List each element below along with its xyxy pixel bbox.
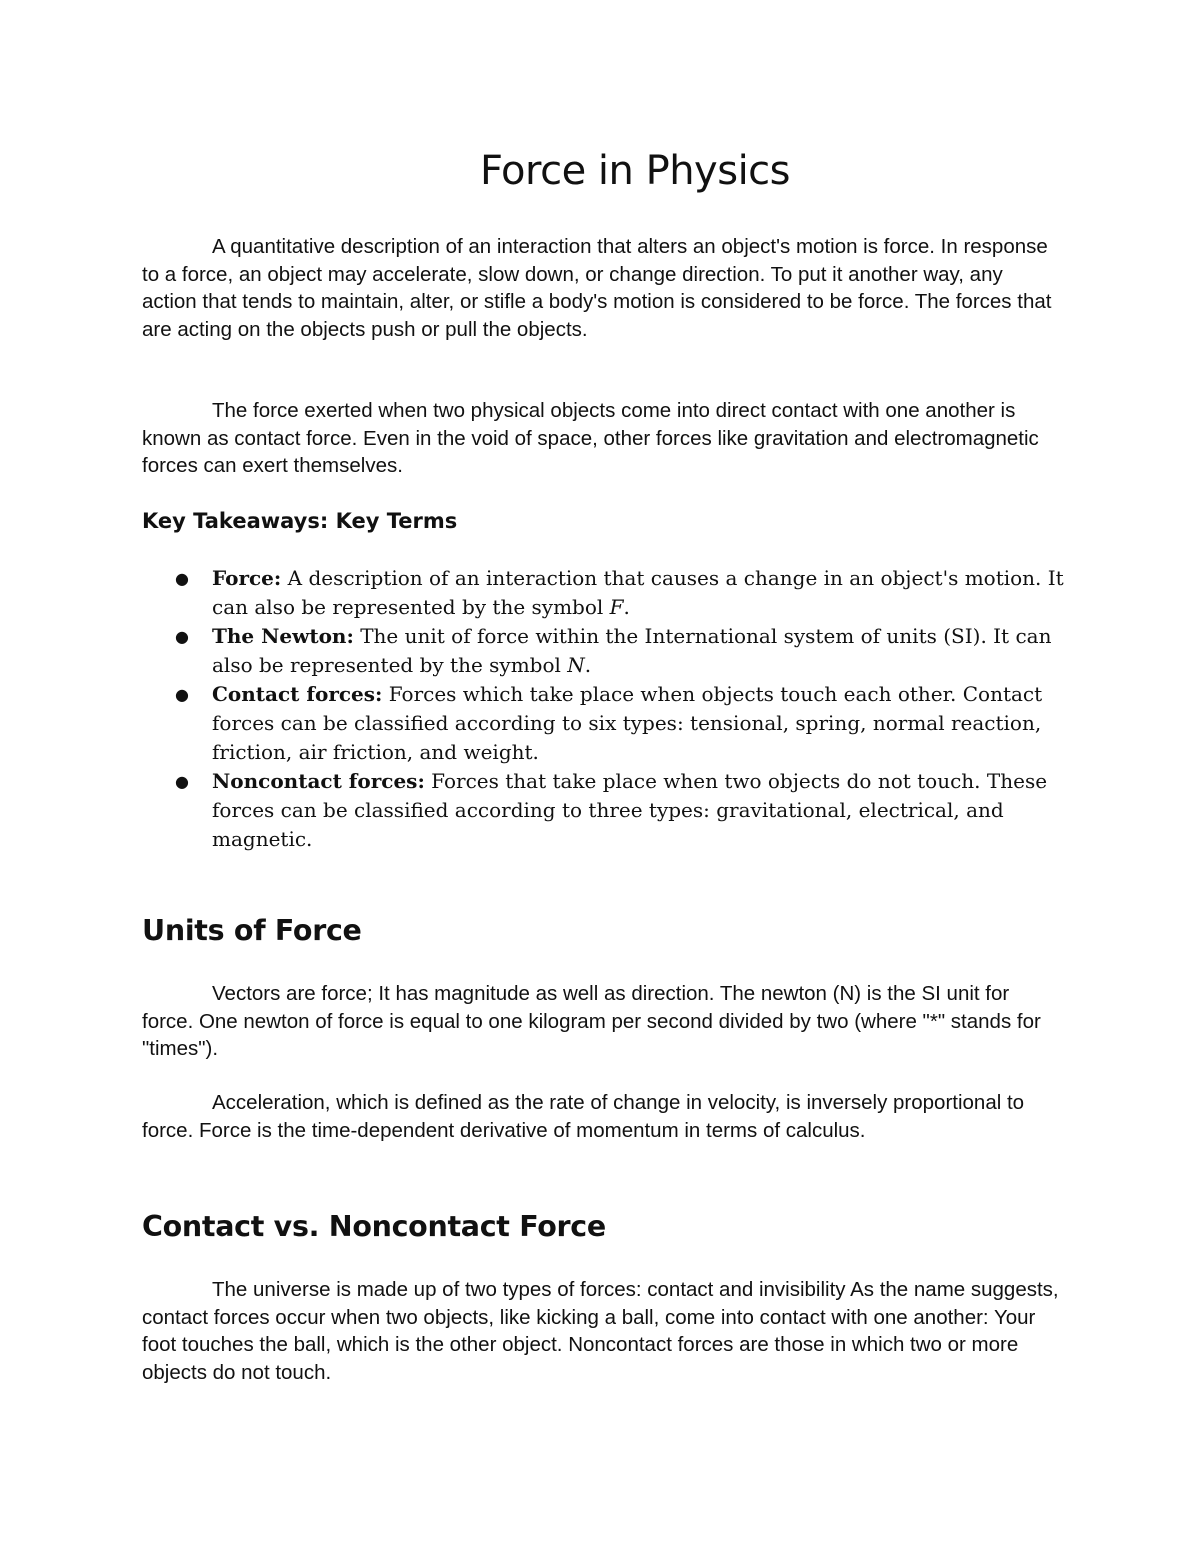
list-item-noncontact-forces	[160, 767, 1070, 854]
units-paragraph-2: Acceleration, which is defined as the rate of change in velocity, is inversely proportional to force. Force is the time-dependent derivative of momentum in terms of calculus.	[142, 1091, 1025, 1142]
term-description: Forces that take place when two objects do not touch. These forces can be classified according to three types: gravitational, electrical, and magnetic.	[212, 769, 1048, 851]
bullet-icon: ●	[175, 569, 189, 588]
page-title: Force in Physics	[479, 148, 791, 194]
key-terms-list	[160, 564, 1070, 854]
term-name: Contact forces:	[212, 682, 383, 706]
key-takeaways-heading: Key Takeaways: Key Terms	[142, 509, 458, 533]
term-description: A description of an interaction that causes a change in an object's motion. It can also be represented by the symbol	[212, 566, 1064, 619]
term-end: .	[623, 595, 630, 619]
list-item-force	[160, 564, 1070, 622]
contact-paragraph-1: The universe is made up of two types of forces: contact and invisibility As the name suggests, contact forces occur when two objects, like kicking a ball, come into contact with one another: Your foot touches the ball, which is the other object. Noncontact forces are those in which two or more objects do not touch.	[142, 1278, 1059, 1384]
term-name: Noncontact forces:	[212, 769, 425, 793]
units-of-force-heading: Units of Force	[142, 914, 362, 947]
intro-paragraph-1: A quantitative description of an interaction that alters an object's motion is force. In response to a force, an object may accelerate, slow down, or change direction. To put it another way, any action that tends to maintain, alter, or stifle a body's motion is considered to be force. The forces that are acting on the objects push or pull the objects.	[142, 235, 1052, 341]
term-symbol: F	[609, 595, 624, 619]
bullet-icon: ●	[175, 627, 189, 646]
contact-vs-noncontact-heading: Contact vs. Noncontact Force	[142, 1210, 606, 1243]
term-name: Force:	[212, 566, 282, 590]
list-item-newton	[160, 622, 1070, 680]
units-paragraph-1: Vectors are force; It has magnitude as well as direction. The newton (N) is the SI unit for force. One newton of force is equal to one kilogram per second divided by two (where "*" stands for "times").	[142, 982, 1041, 1060]
term-name: The Newton:	[212, 624, 354, 648]
term-end: .	[584, 653, 592, 677]
bullet-icon: ●	[175, 772, 189, 791]
term-symbol: N	[567, 653, 585, 677]
list-item-contact-forces	[160, 680, 1070, 767]
intro-paragraph-2: The force exerted when two physical objects come into direct contact with one another is known as contact force. Even in the void of space, other forces like gravitation and electromagnetic forces can exert themselves.	[142, 399, 1039, 477]
term-description: The unit of force within the International system of units (SI). It can also be represented by the symbol	[212, 624, 1052, 677]
bullet-icon: ●	[175, 685, 189, 704]
term-description: Forces which take place when objects touch each other. Contact forces can be classified according to six types: tensional, spring, normal reaction, friction, air friction, and weight.	[212, 682, 1043, 764]
